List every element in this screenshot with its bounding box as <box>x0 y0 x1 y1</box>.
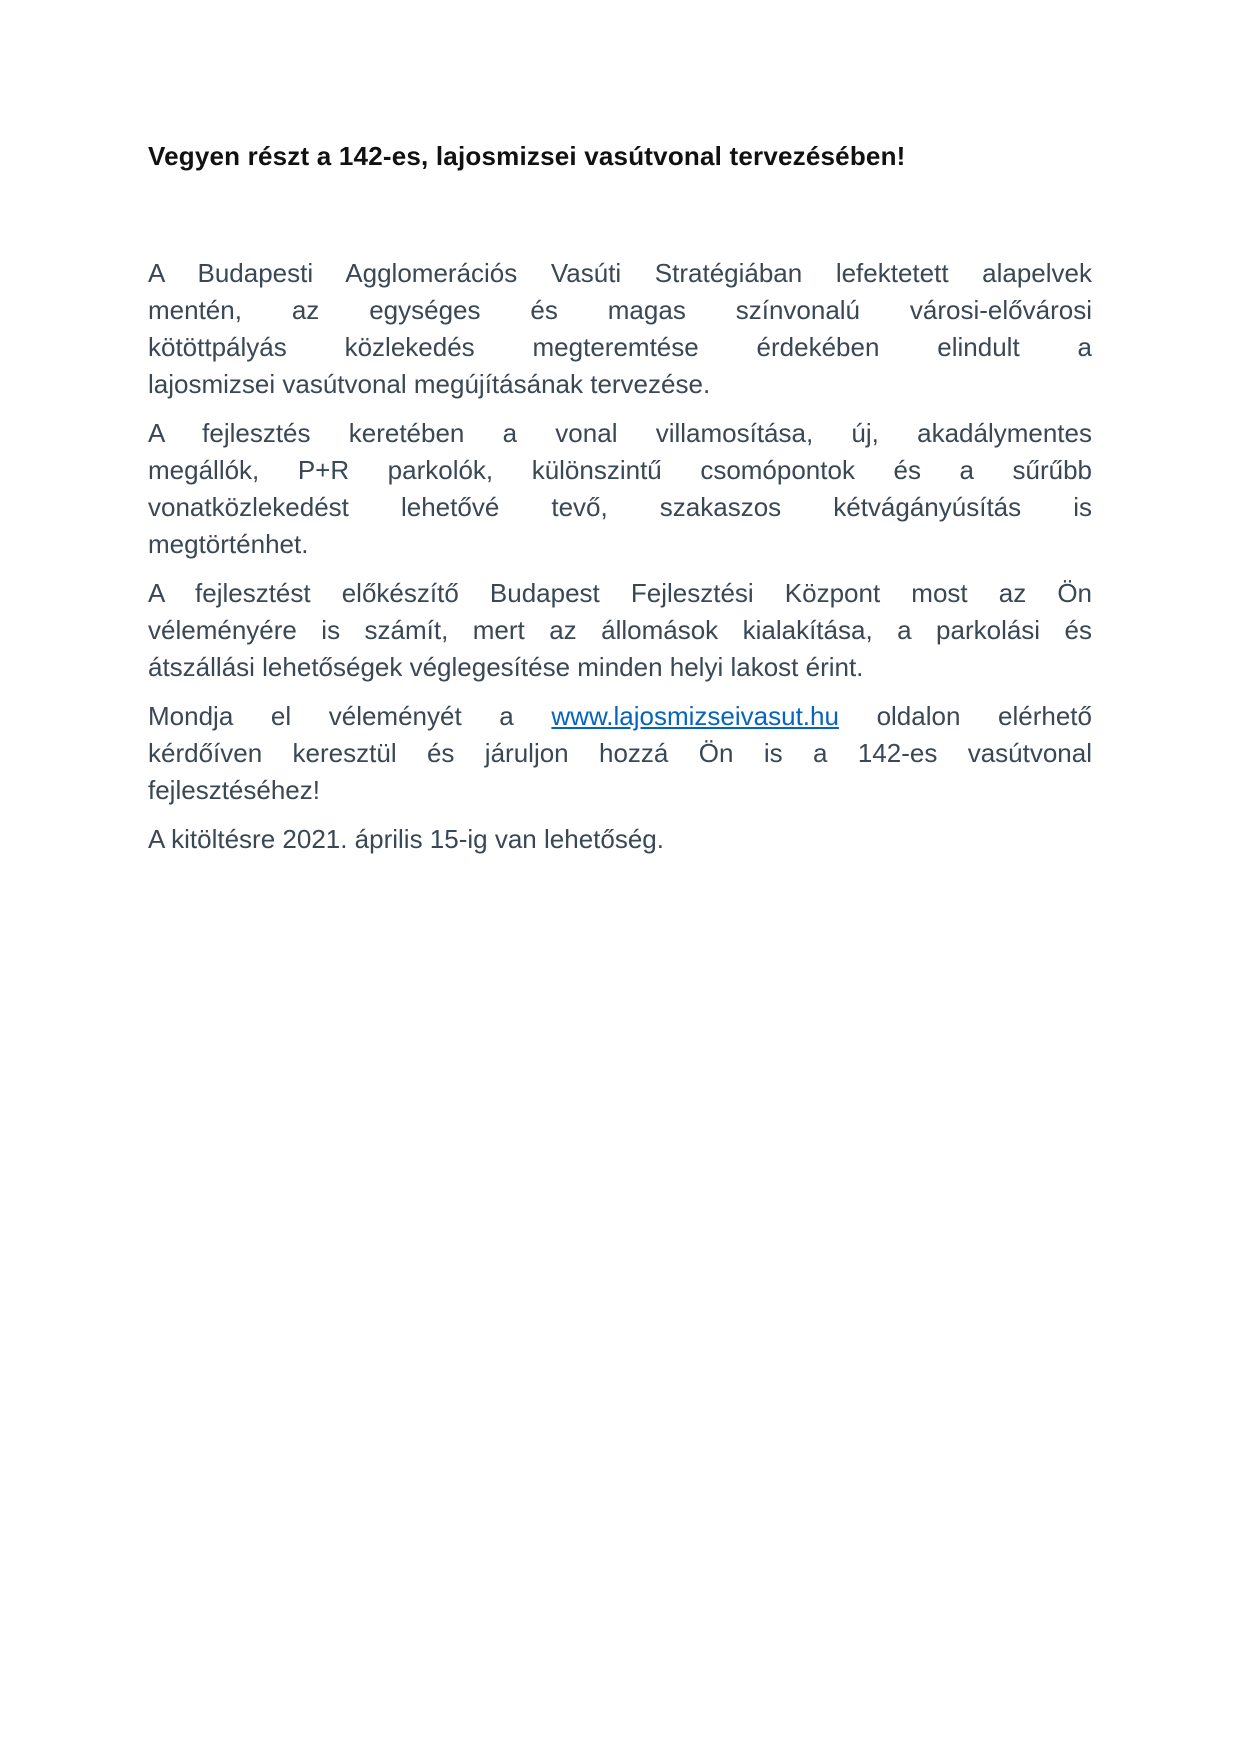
link-line-suffix: oldalon elérhető <box>838 701 1092 731</box>
text-line-with-link <box>148 698 1092 735</box>
text-line: véleményére is számít, mert az állomások kialakítása, a parkolási és <box>148 615 1092 645</box>
text-line: fejlesztéséhez! <box>148 775 320 805</box>
paragraph-1 <box>148 255 1092 403</box>
text-line: mentén, az egységes és magas színvonalú városi-elővárosi <box>148 295 1092 325</box>
text-line: A Budapesti Agglomerációs Vasúti Stratégiában lefektetett alapelvek <box>148 258 1092 288</box>
text-line: megállók, P+R parkolók, különszintű csomópontok és a sűrűbb <box>148 455 1092 485</box>
link-line-prefix: Mondja el véleményét a <box>148 701 552 731</box>
document-title: Vegyen részt a 142-es, lajosmizsei vasútvonal tervezésében! <box>148 141 906 171</box>
paragraph-3 <box>148 575 1092 686</box>
text-line: vonatközlekedést lehetővé tevő, szakaszos kétvágányúsítás is <box>148 492 1092 522</box>
text-line: átszállási lehetőségek véglegesítése minden helyi lakost érint. <box>148 652 864 682</box>
text-line: megtörténhet. <box>148 529 309 559</box>
text-line: kérdőíven keresztül és járuljon hozzá Ön is a 142-es vasútvonal <box>148 738 1092 768</box>
paragraph-4 <box>148 698 1092 809</box>
survey-hyperlink[interactable]: www.lajosmizseivasut.hu <box>551 701 839 731</box>
text-line: kötöttpályás közlekedés megteremtése érdekében elindult a <box>148 332 1092 362</box>
paragraph-5 <box>148 821 1092 858</box>
text-line: A fejlesztés keretében a vonal villamosítása, új, akadálymentes <box>148 418 1092 448</box>
text-line: A kitöltésre 2021. április 15-ig van lehetőség. <box>148 824 664 854</box>
text-line: A fejlesztést előkészítő Budapest Fejlesztési Központ most az Ön <box>148 578 1092 608</box>
paragraph-2 <box>148 415 1092 563</box>
text-line: lajosmizsei vasútvonal megújításának tervezése. <box>148 369 711 399</box>
